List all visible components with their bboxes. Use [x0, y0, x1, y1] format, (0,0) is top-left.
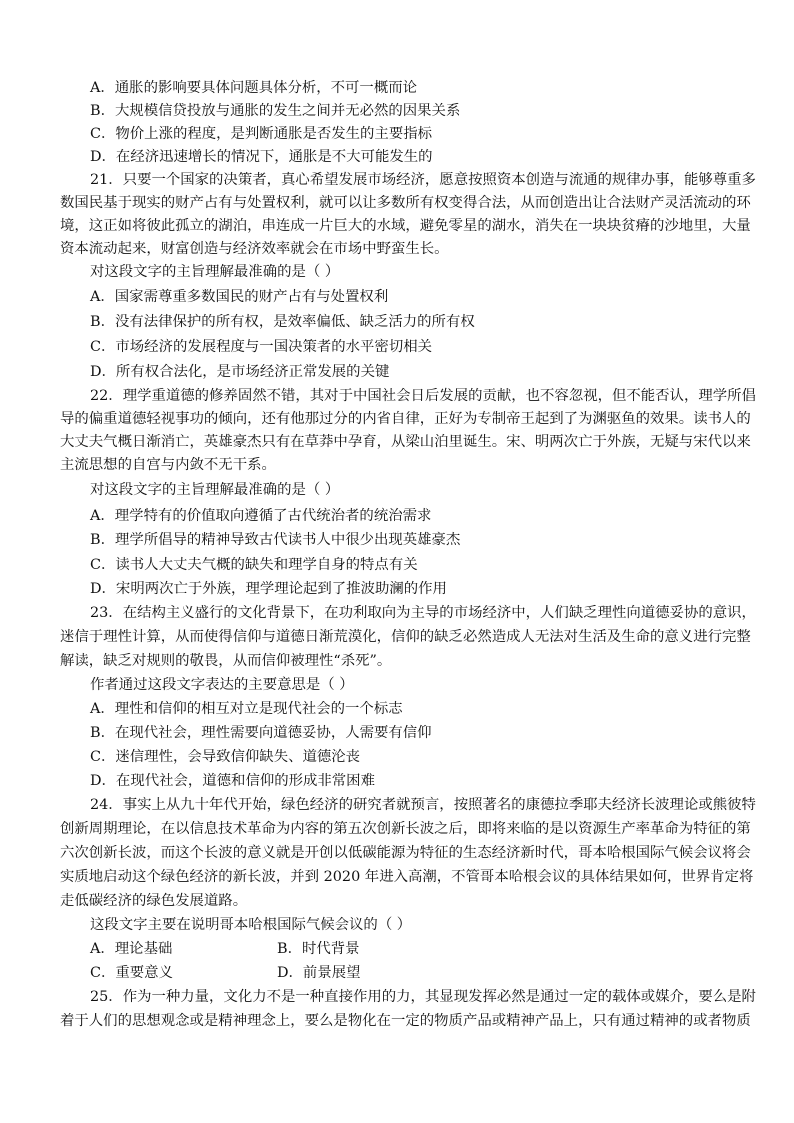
q22-prompt: 对这段文字的主旨理解最准确的是（ ） — [90, 482, 340, 498]
q23-passage-line-3: 解读，缺乏对规则的敬畏，从而信仰被理性“杀死”。 — [60, 653, 392, 669]
q22-option-a: A．理学特有的价值取向遵循了古代统治者的统治需求 — [90, 508, 432, 524]
q24-option-c: C．重要意义 — [90, 965, 173, 981]
q24-option-a: A．理论基础 — [90, 941, 173, 957]
q22-passage-line-3: 大丈夫气概日渐消亡，英雄豪杰只有在草莽中孕育，从梁山泊里诞生。宋、明两次亡于外族，无疑与宋代以来 — [60, 434, 751, 450]
q23-option-d: D．在现代社会，道德和信仰的形成非常困难 — [90, 773, 375, 789]
q24-option-b: B．时代背景 — [277, 941, 360, 957]
q21-passage-line-1: 21．只要一个国家的决策者，真心希望发展市场经济，愿意按照资本创造与流通的规律办事，能够尊重多 — [90, 172, 756, 188]
q24-passage-line-1: 24．事实上从九十年代开始，绿色经济的研究者就预言，按照著名的康德拉季耶夫经济长波理论或熊彼特 — [90, 797, 756, 813]
q20-option-d: D．在经济迅速增长的情况下，通胀是不大可能发生的 — [90, 149, 433, 165]
q24-passage-line-3: 六次创新长波，而这个长波的意义就是开创以低碳能源为特征的生态经济新时代，哥本哈根国际气候会议将会 — [60, 845, 751, 861]
q23-option-b: B．在现代社会，理性需要向道德妥协，人需要有信仰 — [90, 725, 432, 741]
q24-passage-line-5: 走低碳经济的绿色发展道路。 — [60, 893, 248, 909]
q20-option-b: B．大规模信贷投放与通胀的发生之间并无必然的因果关系 — [90, 103, 461, 119]
q23-option-a: A．理性和信仰的相互对立是现代社会的一个标志 — [90, 701, 403, 717]
q21-prompt: 对这段文字的主旨理解最准确的是（ ） — [90, 264, 340, 280]
q21-passage-line-3: 境，这正如将彼此孤立的湖泊，串连成一片巨大的水域，避免零星的湖水，消失在一块块贫瘠的沙地里，大量 — [60, 218, 751, 234]
q23-option-c: C．迷信理性，会导致信仰缺失、道德沦丧 — [90, 749, 361, 765]
q22-passage-line-2: 导的偏重道德轻视事功的倾向，还有他那过分的内省自律，正好为专制帝王起到了为渊驱鱼的效果。读书人的 — [60, 411, 751, 427]
q21-option-c: C．市场经济的发展程度与一国决策者的水平密切相关 — [90, 339, 432, 355]
q23-passage-line-1: 23．在结构主义盛行的文化背景下，在功利取向为主导的市场经济中，人们缺乏理性向道德妥协的意识， — [90, 605, 756, 621]
q22-option-c: C．读书人大丈夫气概的缺失和理学自身的特点有关 — [90, 557, 418, 573]
q20-option-a: A．通胀的影响要具体问题具体分析，不可一概而论 — [90, 80, 417, 96]
q23-passage-line-2: 迷信于理性计算，从而使得信仰与道德日渐荒漠化，信仰的缺乏必然造成人无法对生活及生命的意义进行完整 — [60, 629, 751, 645]
q22-option-b: B．理学所倡导的精神导致古代读书人中很少出现英雄豪杰 — [90, 532, 461, 548]
q21-passage-line-2: 数国民基于现实的财产占有与处置权利，就可以让多数所有权变得合法，从而创造出让合法财产灵活流动的环 — [60, 195, 751, 211]
q24-passage-line-2: 创新周期理论，在以信息技术革命为内容的第五次创新长波之后，即将来临的是以资源生产率革命为特征的第 — [60, 821, 751, 837]
q25-passage-line-1: 25．作为一种力量，文化力不是一种直接作用的力，其显现发挥必然是通过一定的载体或媒介，要么是附 — [90, 989, 756, 1005]
q21-option-d: D．所有权合法化，是市场经济正常发展的关键 — [90, 364, 390, 380]
q22-option-d: D．宋明两次亡于外族，理学理论起到了推波助澜的作用 — [90, 581, 447, 597]
q24-option-d: D．前景展望 — [277, 965, 361, 981]
q24-prompt: 这段文字主要在说明哥本哈根国际气候会议的（ ） — [90, 917, 412, 933]
q22-passage-line-1: 22．理学重道德的修养固然不错，其对于中国社会日后发展的贡献，也不容忽视，但不能否认，理学所倡 — [90, 388, 756, 404]
q20-option-c: C．物价上涨的程度，是判断通胀是否发生的主要指标 — [90, 126, 432, 142]
q21-option-b: B．没有法律保护的所有权，是效率偏低、缺乏活力的所有权 — [90, 314, 475, 330]
q23-prompt: 作者通过这段文字表达的主要意思是（ ） — [90, 677, 354, 693]
q24-passage-line-4: 实质地启动这个绿色经济的新长波，并到 2020 年进入高潮，不管哥本哈根会议的具体结果如何，世界肯定将 — [60, 869, 754, 885]
q21-passage-line-4: 资本流动起来，财富创造与经济效率就会在市场中野蛮生长。 — [60, 241, 449, 257]
q25-passage-line-2: 着于人们的思想观念或是精神理念上，要么是物化在一定的物质产品或精神产品上，只有通过精神的或者物质 — [60, 1013, 751, 1029]
q22-passage-line-4: 主流思想的自宫与内敛不无干系。 — [60, 457, 276, 473]
q21-option-a: A．国家需尊重多数国民的财产占有与处置权利 — [90, 289, 389, 305]
